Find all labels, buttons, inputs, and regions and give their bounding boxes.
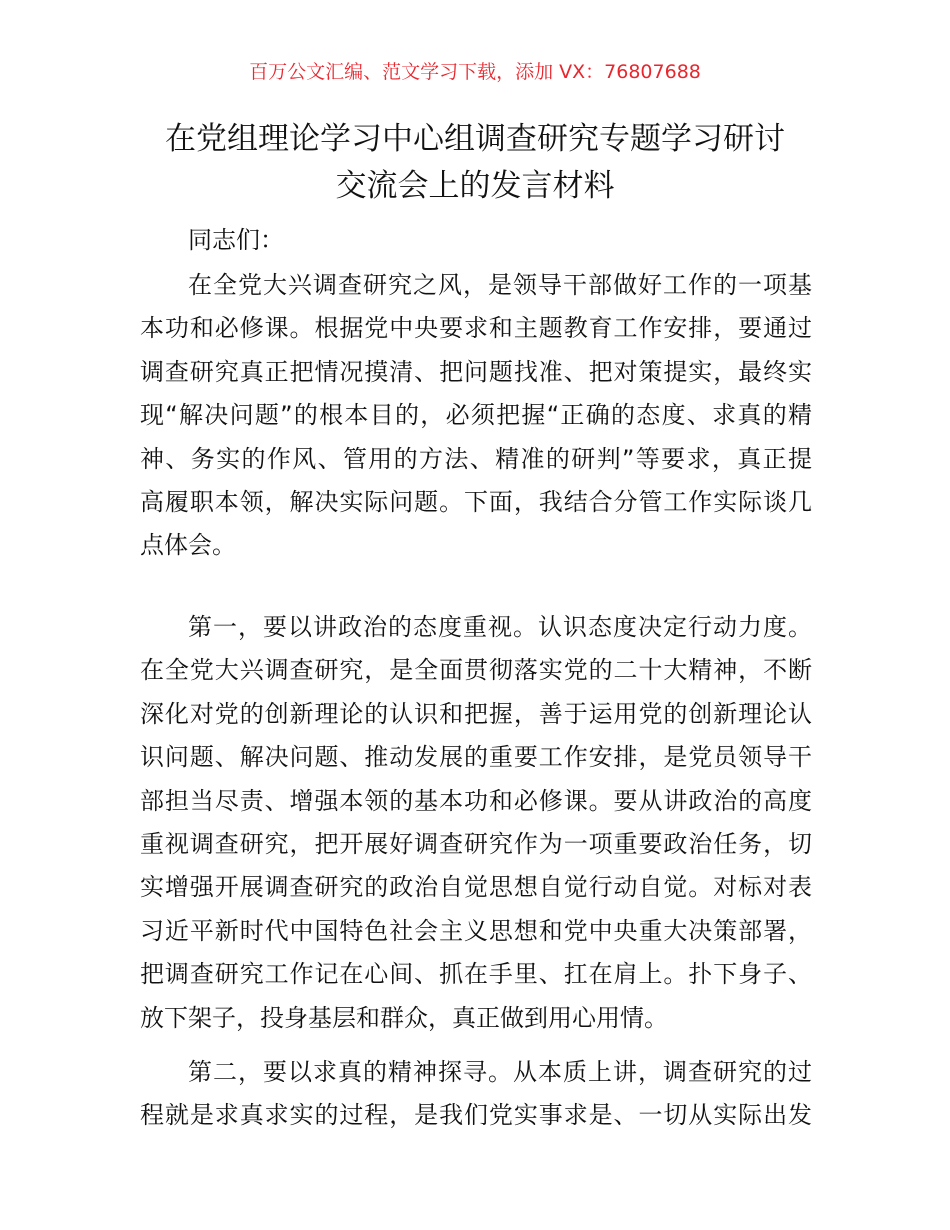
paragraph-line: 在全党大兴调查研究之风，是领导干部做好工作的一项基 (188, 271, 812, 299)
paragraph-line: 重视调查研究，把开展好调查研究作为一项重要政治任务，切 (140, 829, 812, 858)
document-title-line-1: 在党组理论学习中心组调查研究专题学习研讨 (165, 121, 785, 157)
paragraph-line: 把调查研究工作记在心间、抓在手里、扛在肩上。扑下身子、 (140, 960, 812, 989)
paragraph-line: 点体会。 (140, 531, 236, 560)
greeting-text: 同志们： (188, 226, 284, 254)
paragraph-line: 识问题、解决问题、推动发展的重要工作安排，是党员领导干 (140, 743, 812, 772)
paragraph-line: 第二，要以求真的精神探寻。从本质上讲，调查研究的过 (188, 1058, 812, 1086)
paragraph-line: 放下架子，投身基层和群众，真正做到用心用情。 (140, 1003, 668, 1032)
paragraph-3 (140, 1051, 812, 1138)
paragraph-line: 在全党大兴调查研究，是全面贯彻落实党的二十大精神，不断 (140, 656, 812, 685)
paragraph-line: 部担当尽责、增强本领的基本功和必修课。要从讲政治的高度 (140, 786, 812, 815)
paragraph-line: 神、务实的作风、管用的方法、精准的研判”等要求，真正提 (140, 444, 812, 473)
paragraph-line: 习近平新时代中国特色社会主义思想和党中央重大决策部署， (140, 916, 812, 945)
paragraph-2 (140, 606, 812, 1040)
paragraph-1 (140, 264, 812, 568)
greeting (140, 219, 812, 262)
paragraph-line: 高履职本领，解决实际问题。下面，我结合分管工作实际谈几 (140, 487, 812, 516)
paragraph-line: 程就是求真求实的过程，是我们党实事求是、一切从实际出发 (140, 1101, 812, 1130)
paragraph-line: 现“解决问题”的根本目的，必须把握“正确的态度、求真的精 (140, 401, 812, 430)
document-title-line-2: 交流会上的发言材料 (335, 168, 615, 204)
paragraph-line: 实增强开展调查研究的政治自觉思想自觉行动自觉。对标对表 (140, 873, 812, 902)
paragraph-line: 第一，要以讲政治的态度重视。认识态度决定行动力度。 (188, 613, 812, 641)
paragraph-line: 深化对党的创新理论的认识和把握，善于运用党的创新理论认 (140, 699, 812, 728)
paragraph-line: 本功和必修课。根据党中央要求和主题教育工作安排，要通过 (140, 314, 812, 343)
watermark-header: 百万公文汇编、范文学习下载，添加 VX：76807688 (249, 61, 701, 83)
paragraph-line: 调查研究真正把情况摸清、把问题找准、把对策提实，最终实 (140, 357, 812, 386)
